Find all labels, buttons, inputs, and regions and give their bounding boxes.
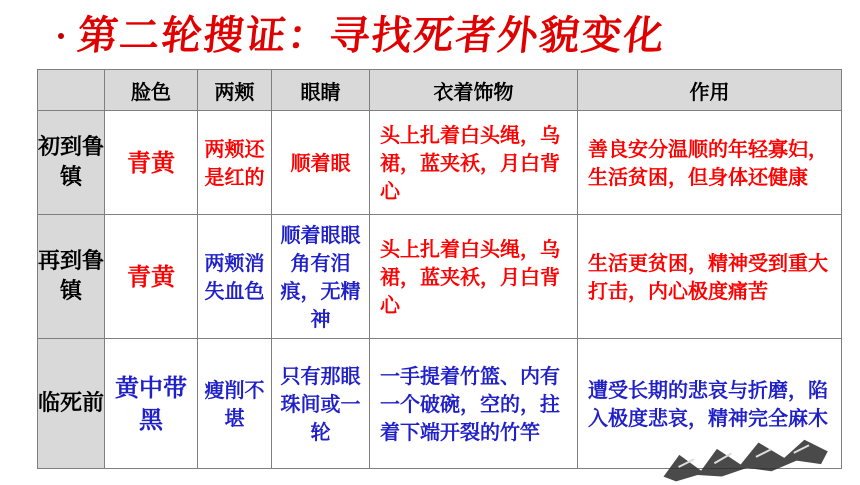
bullet-dot-icon: [58, 33, 64, 39]
table-row: [38, 215, 842, 339]
cheeks-cell: 两颊还是红的: [198, 111, 272, 215]
face-cell: 青黄: [105, 111, 198, 215]
clothing-cell: 头上扎着白头绳，乌裙，蓝夹袄，月白背心: [370, 111, 578, 215]
eyes-cell: 只有那眼珠间或一轮: [272, 339, 370, 469]
header-eyes: 眼睛: [272, 70, 370, 111]
header-clothing: 衣着饰物: [370, 70, 578, 111]
eyes-cell: 顺着眼眼角有泪痕，无精神: [272, 215, 370, 339]
effect-cell: 生活更贫困，精神受到重大打击，内心极度痛苦: [578, 215, 842, 339]
table-row: [38, 111, 842, 215]
corner-cell: [38, 70, 105, 111]
face-cell: 青黄: [105, 215, 198, 339]
eyes-cell: 顺着眼: [272, 111, 370, 215]
slide-title: 第二轮搜证：寻找死者外貌变化: [75, 11, 669, 59]
header-cheeks: 两颊: [198, 70, 272, 111]
title-row: [58, 6, 669, 59]
comparison-table: [37, 69, 842, 469]
face-cell: 黄中带黑: [105, 339, 198, 469]
cheeks-cell: 瘦削不堪: [198, 339, 272, 469]
effect-cell: 善良安分温顺的年轻寡妇，生活贫困，但身体还健康: [578, 111, 842, 215]
clothing-cell: 头上扎着白头绳，乌裙，蓝夹袄，月白背心: [370, 215, 578, 339]
header-effect: 作用: [578, 70, 842, 111]
effect-cell: 遭受长期的悲哀与折磨，陷入极度悲哀，精神完全麻木: [578, 339, 842, 469]
row-label: 临死前: [38, 339, 105, 469]
header-row: [38, 70, 842, 111]
row-label: 初到鲁镇: [38, 111, 105, 215]
clothing-cell: 一手提着竹篮、内有一个破碗，空的，拄着下端开裂的竹竿: [370, 339, 578, 469]
row-label: 再到鲁镇: [38, 215, 105, 339]
cheeks-cell: 两颊消失血色: [198, 215, 272, 339]
header-face: 脸色: [105, 70, 198, 111]
